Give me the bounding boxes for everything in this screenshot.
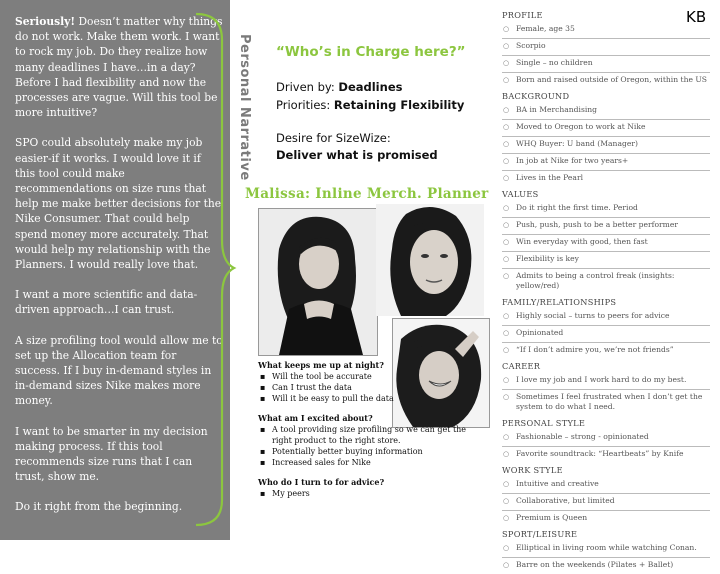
vertical-label-text: Personal Narrative: [237, 34, 252, 181]
persona-name: Malissa: Inline Merch. Planner: [245, 186, 489, 202]
persona-photo-main: [258, 208, 378, 356]
profile-item: ○ Intuitive and creative: [502, 479, 720, 489]
profile-divider: [502, 510, 710, 511]
desire-value: Deliver what is promised: [276, 148, 438, 162]
qa-answer: ▪ Potentially better buying information: [258, 446, 488, 457]
narrative-paragraph-2: SPO could absolutely make my job easier-if it works. I would love it if this tool could make recommendations on size runs that help me make better decisions for the Nike Consumer. That could help spend money more accurately. That would help my relationship with the Planners. I would really love that.: [15, 136, 222, 272]
narrative-paragraph-5: I want to be smarter in my decision making process. If this tool recommends size runs that I can trust, show me.: [15, 424, 208, 484]
qa-question: Who do I turn to for advice?: [258, 477, 385, 487]
profile-item: ○ Opinionated: [502, 328, 720, 338]
profile-sidebar: [502, 8, 720, 574]
profile-section-title: CAREER: [502, 361, 541, 371]
profile-divider: [502, 217, 710, 218]
profile-divider: [502, 55, 710, 56]
profile-item: ○ Born and raised outside of Oregon, within the US: [502, 75, 720, 85]
profile-section-title: PERSONAL STYLE: [502, 418, 586, 428]
priorities-line: [276, 98, 464, 112]
desire-label: Desire for SizeWize:: [276, 131, 391, 145]
profile-item: ○ Highly social – turns to peers for advice: [502, 311, 720, 321]
qa-answer: ▪ A tool providing size profiling so we can get the right product to the right store.: [258, 424, 488, 446]
profile-section-title: BACKGROUND: [502, 91, 570, 101]
qa-answer: ▪ Will the tool be accurate: [258, 371, 488, 382]
profile-item: ○ BA in Merchandising: [502, 105, 720, 115]
narrative-paragraph-1: [15, 14, 223, 120]
profile-divider: [502, 234, 710, 235]
profile-divider: [502, 325, 710, 326]
profile-item: ○ Scorpio: [502, 41, 720, 51]
narrative-paragraph-4: A size profiling tool would allow me to set up the Allocation team for success. If I buy in-demand styles in in-demand sizes Nike makes more money.: [15, 333, 223, 408]
profile-item: ○ Female, age 35: [502, 24, 720, 34]
narrative-p1-text: Doesn’t matter why things do not work. Make them work. I want to rock my job. Do they realize how many deadlines I have…in a day? Before I had flexibility and now the processes are vague. Will this tool be more intuitive?: [15, 15, 223, 120]
profile-item: ○ Fashionable – strong - opinionated: [502, 432, 720, 442]
profile-item: ○ Favorite soundtrack: “Heartbeats” by Knife: [502, 449, 720, 459]
profile-section-title: WORK STYLE: [502, 465, 563, 475]
qa-answer-list: [258, 424, 488, 468]
profile-item: ○ In job at Nike for two years+: [502, 156, 720, 166]
profile-section-title: VALUES: [502, 189, 539, 199]
profile-item: ○ Sometimes I feel frustrated when I don’t get the system to do what I need.: [502, 392, 720, 412]
profile-item: ○ I love my job and I work hard to do my best.: [502, 375, 720, 385]
profile-item: ○ Barre on the weekends (Pilates + Ballet): [502, 560, 720, 570]
profile-item: ○ WHQ Buyer: U band (Manager): [502, 139, 720, 149]
qa-answer-list: [258, 371, 488, 404]
profile-divider: [502, 72, 710, 73]
qa-answer: ▪ Increased sales for Nike: [258, 457, 488, 468]
personal-narrative-label: [236, 34, 256, 181]
qa-question: What keeps me up at night?: [258, 360, 384, 370]
persona-qa-section: [258, 360, 488, 508]
profile-item: ○ Premium is Queen: [502, 513, 720, 523]
profile-item: ○ Push, push, push to be a better performer: [502, 220, 720, 230]
profile-divider: [502, 119, 710, 120]
qa-answer-list: [258, 488, 488, 499]
profile-item: ○ “If I don’t admire you, we’re not friends”: [502, 345, 720, 355]
driven-by-value: Deadlines: [338, 80, 403, 94]
profile-item: ○ Collaborative, but limited: [502, 496, 720, 506]
narrative-panel: [0, 0, 230, 540]
profile-divider: [502, 446, 710, 447]
profile-section-title: SPORT/LEISURE: [502, 529, 578, 539]
profile-divider: [502, 153, 710, 154]
profile-item: ○ Flexibility is key: [502, 254, 720, 264]
profile-item: ○ Elliptical in living room while watching Conan.: [502, 543, 720, 553]
qa-answer: ▪ My peers: [258, 488, 488, 499]
profile-divider: [502, 268, 710, 269]
profile-item: ○ Admits to being a control freak (insights: yellow/red): [502, 271, 720, 291]
profile-item: ○ Lives in the Pearl: [502, 173, 720, 183]
profile-item: ○ Single – no children: [502, 58, 720, 68]
personal-narrative-text: [15, 14, 223, 530]
driven-by-line: [276, 80, 402, 94]
priorities-value: Retaining Flexibility: [333, 98, 465, 112]
qa-answer: ▪ Will it be easy to pull the data: [258, 393, 488, 404]
profile-section-title: FAMILY/RELATIONSHIPS: [502, 297, 617, 307]
profile-divider: [502, 170, 710, 171]
driven-by-label: Driven by:: [276, 80, 339, 94]
profile-item: ○ Moved to Oregon to work at Nike: [502, 122, 720, 132]
narrative-paragraph-6: Do it right from the beginning.: [15, 500, 183, 514]
profile-divider: [502, 38, 710, 39]
persona-photo-closeup: [376, 204, 484, 316]
qa-question: What am I excited about?: [258, 413, 373, 423]
narrative-paragraph-3: I want a more scientific and data-driven approach…I can trust.: [15, 288, 198, 317]
author-initials: KB: [686, 8, 707, 26]
priorities-label: Priorities:: [276, 98, 334, 112]
profile-item: ○ Do it right the first time. Period: [502, 203, 720, 213]
profile-divider: [502, 342, 710, 343]
qa-answer: ▪ Can I trust the data: [258, 382, 488, 393]
profile-divider: [502, 136, 710, 137]
profile-divider: [502, 251, 710, 252]
profile-item: ○ Win everyday with good, then fast: [502, 237, 720, 247]
profile-divider: [502, 389, 710, 390]
profile-section-title: PROFILE: [502, 10, 543, 20]
profile-divider: [502, 493, 710, 494]
persona-quote: “Who’s in Charge here?”: [276, 44, 466, 60]
narrative-lead: Seriously!: [15, 15, 76, 28]
profile-divider: [502, 557, 710, 558]
